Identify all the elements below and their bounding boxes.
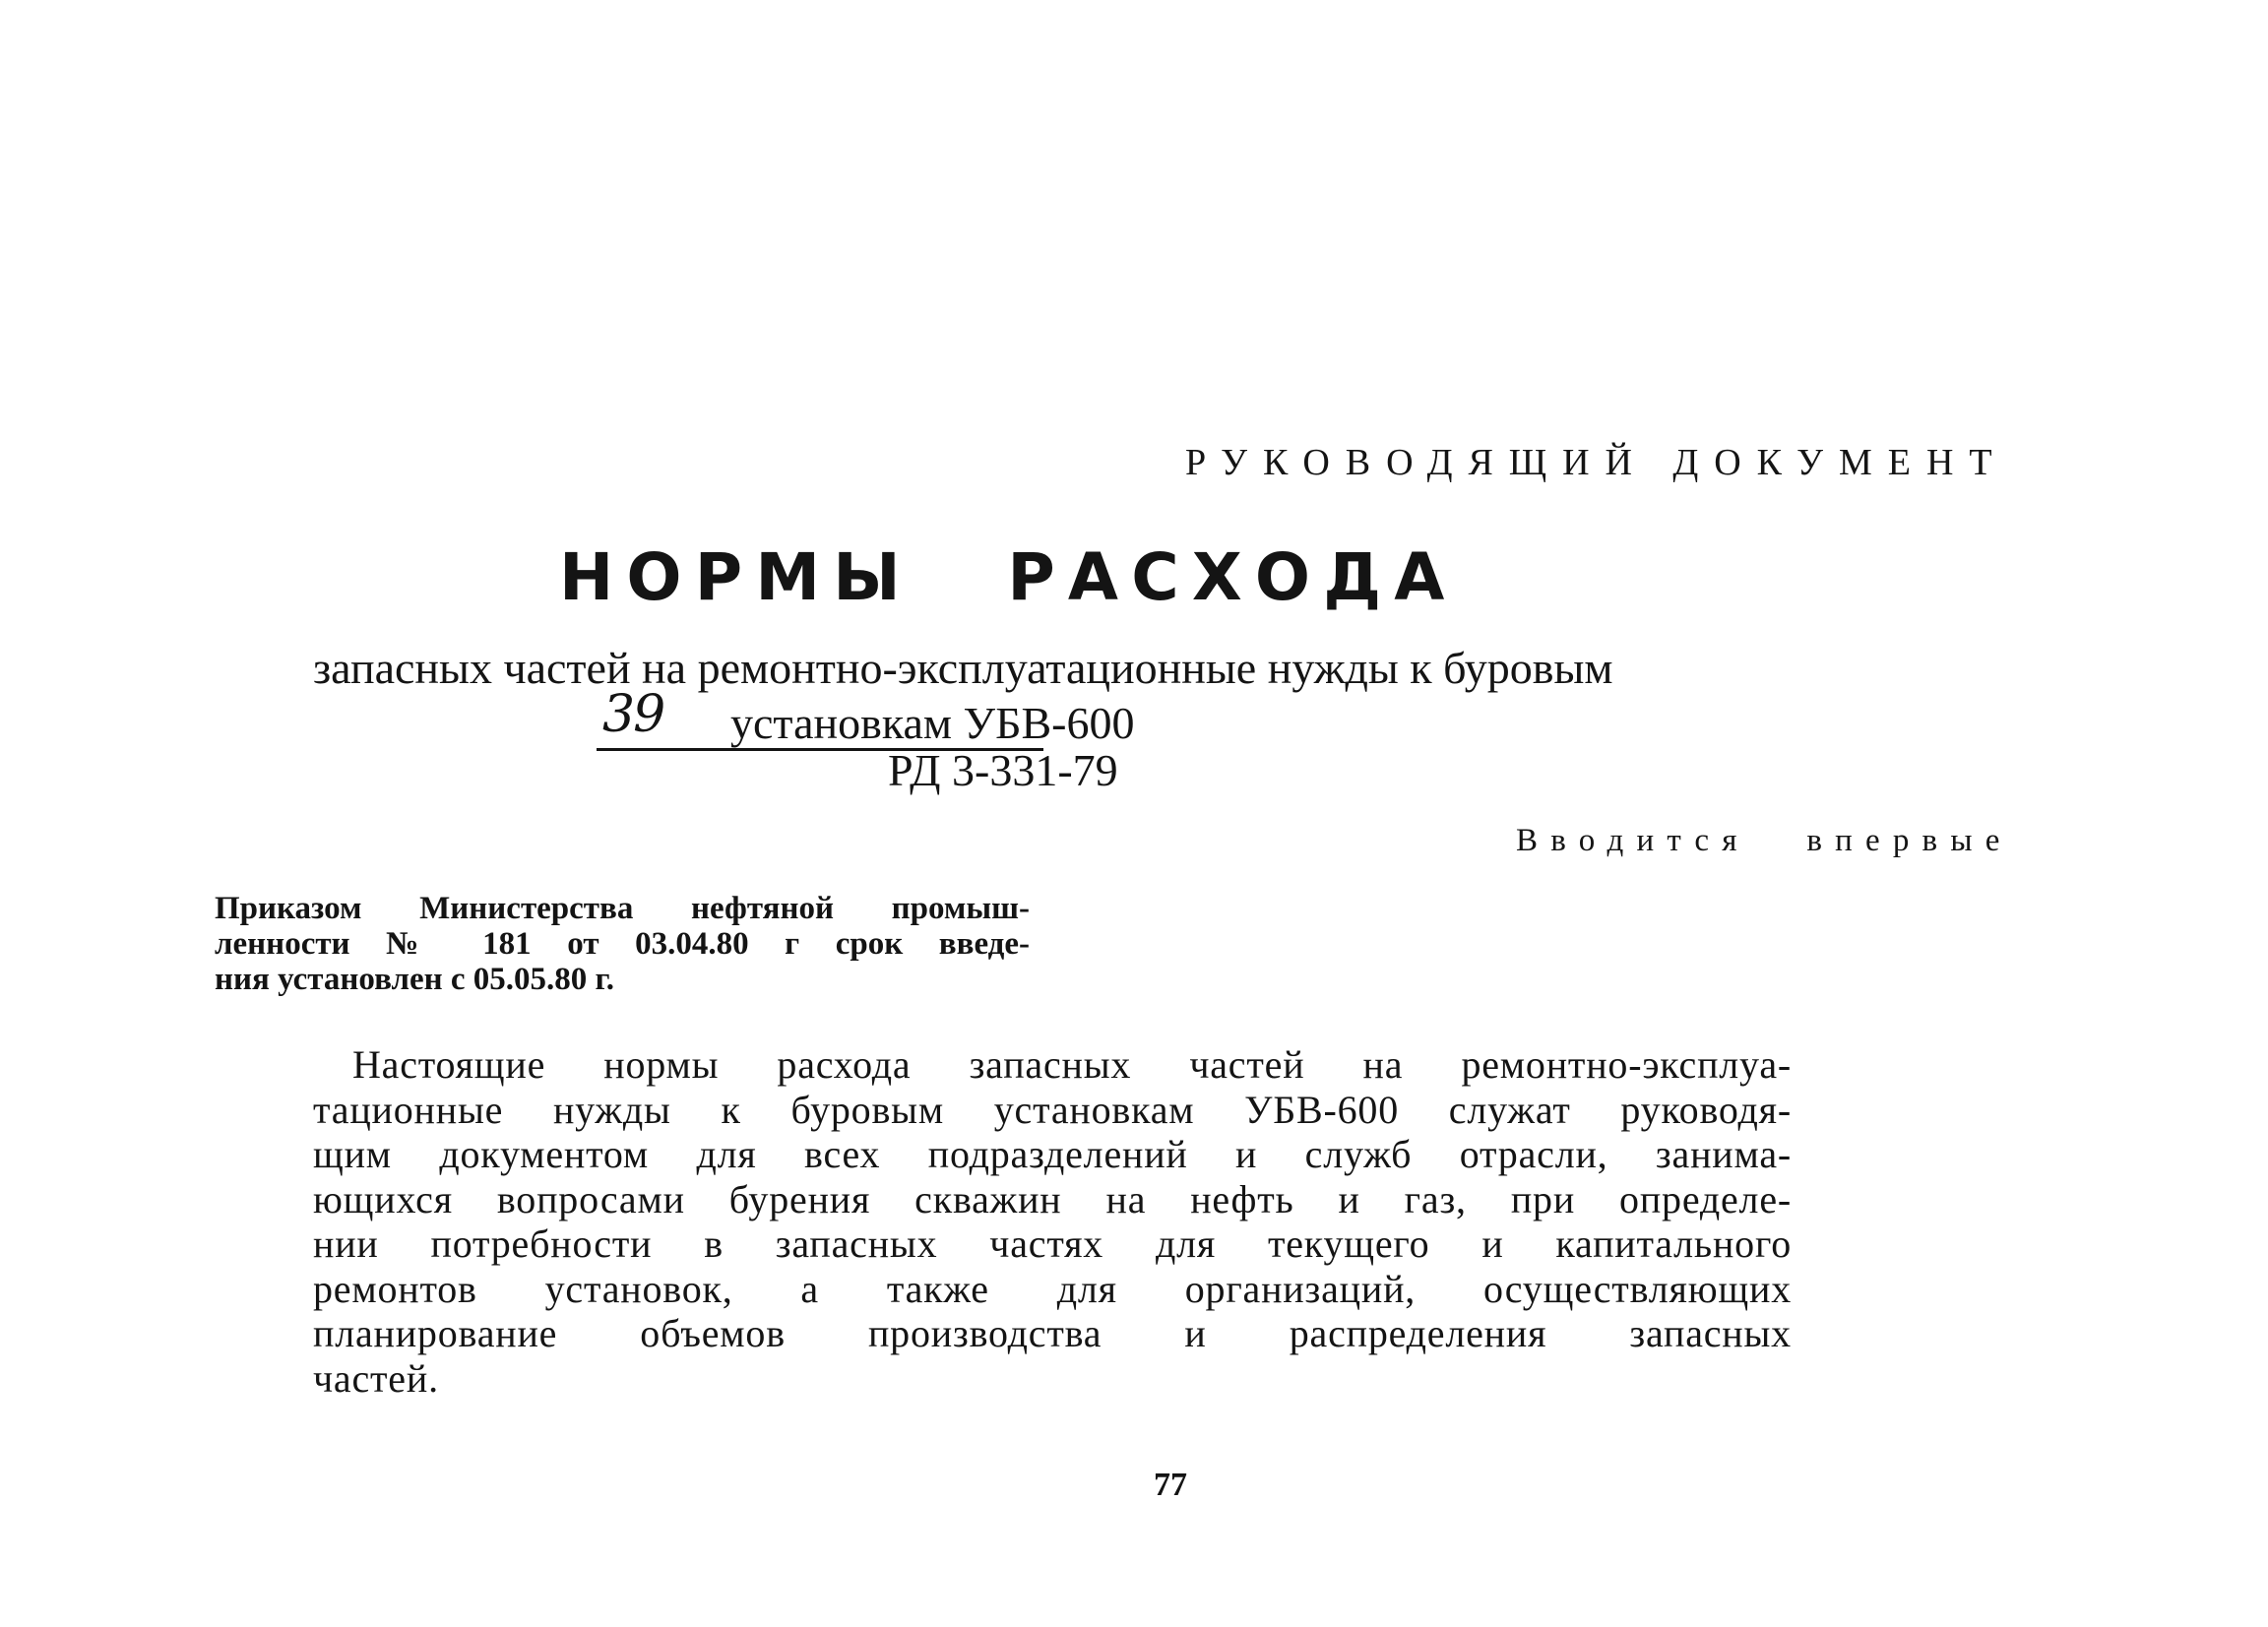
body-line: планирование объемов производства и распределения запасных <box>313 1311 1792 1355</box>
page-number: 77 <box>1154 1467 1187 1503</box>
body-line: ющихся вопросами бурения скважин на нефть и газ, при определе- <box>313 1176 1792 1221</box>
body-line: нии потребности в запасных частях для текущего и капитального <box>313 1221 1792 1266</box>
document-subtitle-line1: запасных частей на ремонтно-эксплуатационные нужды к буровым <box>313 643 1613 693</box>
order-line: Приказом Министерства нефтяной промыш- <box>215 891 1030 926</box>
document-subtitle-line2: установкам УБВ-600 <box>730 698 1135 748</box>
body-line: щим документом для всех подразделений и служб отрасли, занима- <box>313 1132 1792 1176</box>
order-line: ния установлен с 05.05.80 г. <box>215 962 615 997</box>
handwritten-mark: 39 <box>602 685 664 744</box>
document-title: НОРМЫ РАСХОДА <box>559 539 1458 615</box>
order-line: ленности № 181 от 03.04.80 г срок введе- <box>215 926 1030 962</box>
introduction-status: Вводится впервые <box>1516 823 2013 858</box>
body-line: частей. <box>313 1355 439 1401</box>
document-code: РД 3-331-79 <box>888 745 1118 795</box>
body-line: Настоящие нормы расхода запасных частей на ремонтно-эксплуа- <box>352 1042 1792 1087</box>
body-line: ремонтов установок, а также для организаций, осуществляющих <box>313 1266 1792 1311</box>
body-line: тационные нужды к буровым установкам УБВ-600 служат руководя- <box>313 1087 1792 1132</box>
order-paragraph <box>215 891 1030 997</box>
document-type-label: РУКОВОДЯЩИЙ ДОКУМЕНТ <box>1185 442 2008 483</box>
body-paragraph <box>313 1042 1792 1401</box>
